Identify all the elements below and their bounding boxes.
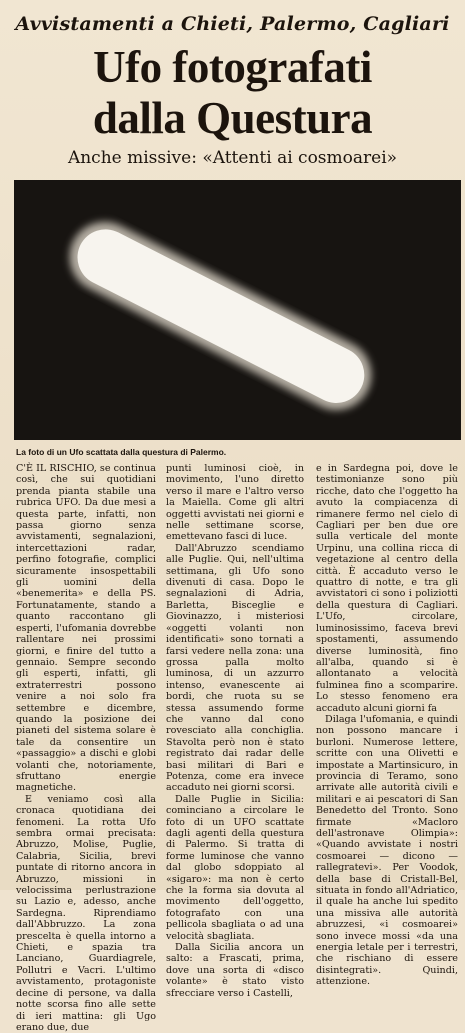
- paragraph: Dall'Abruzzo scendiamo alle Puglie. Qui, nell'ultima settimana, gli Ufo sono divenuti di casa. Dopo le segnalazioni di Adria, Barletta, Bisceglie e Giovinazzo, i misteriosi «oggetti volanti non identificati» sono tornati a farsi vedere nella zona: una grossa palla molto luminosa, di un azzurro intenso, evanescente ai bordi, che ruota su se stessa assumendo forme che vanno dal cono rovesciato alla conchiglia. Stavolta però non è stato registrato dai radar delle basi militari di Bari e Potenza, come era invece accaduto nei giorni scorsi.: [166, 542, 304, 794]
- paragraph: C'È IL RISCHIO, se continua così, che sui quotidiani prenda pianta stabile una rubrica UFO. Da due mesi a questa parte, infatti, non passa giorno senza avvistamenti, segnalazioni, intercettazioni radar, perfino fotografie, complici sicuramente insospettabili gli uomini della «benemerita» e della PS. Fortunatamente, stando a quanto raccontano gli esperti, l'ufomania dovrebbe rallentare nei prossimi giorni, e finire del tutto a gennaio. Sempre secondo gli esperti, infatti, gli extraterrestri possono venire a noi solo fra settembre e dicembre, quando la posizione dei pianeti del sistema solare è tale da consentire un «passaggio» a dischi e globi volanti che, notoriamente, sfruttano energie magnetiche.: [16, 463, 156, 794]
- photo-caption: La foto di un Ufo scattata dalla questura di Palermo.: [16, 447, 227, 457]
- column-2: [166, 463, 304, 999]
- paragraph: Dilaga l'ufomania, e quindi non possono mancare i burloni. Numerose lettere, scritte con una Olivetti e impostate a Martinsicuro, in provincia di Teramo, sono arrivate alle autorità civili e militari e ai pescatori di San Benedetto del Tronto. Sono firmate «Macloro dell'astronave Olimpia»: «Quando avvistate i nostri cosmoarei — dicono — rallegratevi». Per Voodok, della base di Cristall-Bel, situata in fondo all'Adriatico, il quale ha anche lui spedito una missiva alle autorità abruzzesi, «i cosmoarei» sono invece mossi «da una energia letale per i terrestri, che rischiano di essere disintegrati». Quindi, attenzione.: [316, 713, 458, 988]
- paragraph: Dalle Puglie in Sicilia: cominciano a circolare le foto di un UFO scattate dagli agenti della questura di Palermo. Si tratta di forme luminose che vanno dal globo sdoppiato al «sigaro»: ma non è certo che la forma sia dovuta al movimento dell'oggetto, fotografato con una pellicola sbagliata o ad una velocità sbagliata.: [166, 793, 304, 942]
- paragraph: E veniamo così alla cronaca quotidiana dei fenomeni. La rotta Ufo sembra ormai precisata: Abruzzo, Molise, Puglie, Calabria, Sicilia, brevi puntate di ritorno ancora in Abruzzo, missioni in velocissima perlustrazione su Lazio e, adesso, anche Sardegna. Riprendiamo dall'Abbruzzo. La zona prescelta è quella intorno a Chieti, e spazia tra Lanciano, Guardiagrele, Pollutri e Vacri. L'ultimo avvistamento, protagoniste decine di persone, va dalla notte scorsa fino alle sette di ieri mattina: gli Ugo erano due, due: [16, 793, 156, 1033]
- kicker: Avvistamenti a Chieti, Palermo, Cagliari: [15, 13, 450, 35]
- paragraph: punti luminosi cioè, in movimento, l'uno diretto verso il mare e l'altro verso la Maiella. Come gli altri oggetti avvistati nei giorni e nelle settimane scorse, emettevano fasci di luce.: [166, 463, 304, 543]
- subheadline: Anche missive: «Attenti ai cosmoarei»: [67, 148, 398, 168]
- column-1: [16, 463, 156, 1033]
- headline-line-1: Ufo fotografati: [93, 42, 372, 92]
- headline-line-2: dalla Questura: [92, 93, 373, 143]
- paragraph: Dalla Sicilia ancora un salto: a Frascati, prima, dove una sorta di «disco volante» è stato visto sfrecciare verso i Castelli,: [166, 942, 304, 999]
- column-3: [316, 463, 458, 988]
- paragraph: e in Sardegna poi, dove le testimonianze sono più ricche, dato che l'oggetto ha avuto la compiacenza di rimanere fermo nel cielo di Cagliari per ben due ore sulla verticale del monte Urpinu, una collina ricca di vegetazione al centro della città. È accaduto verso le quattro di notte, e tra gli avvistatori ci sono i poliziotti della questura di Cagliari. L'Ufo, circolare, luminosissimo, faceva brevi spostamenti, assumendo diverse luminosità, fino all'alba, quando si è allontanato a velocità fulminea fino a scomparire. Lo stesso fenomeno era accaduto alcuni giorni fa: [316, 463, 458, 714]
- ufo-photo: [14, 180, 461, 440]
